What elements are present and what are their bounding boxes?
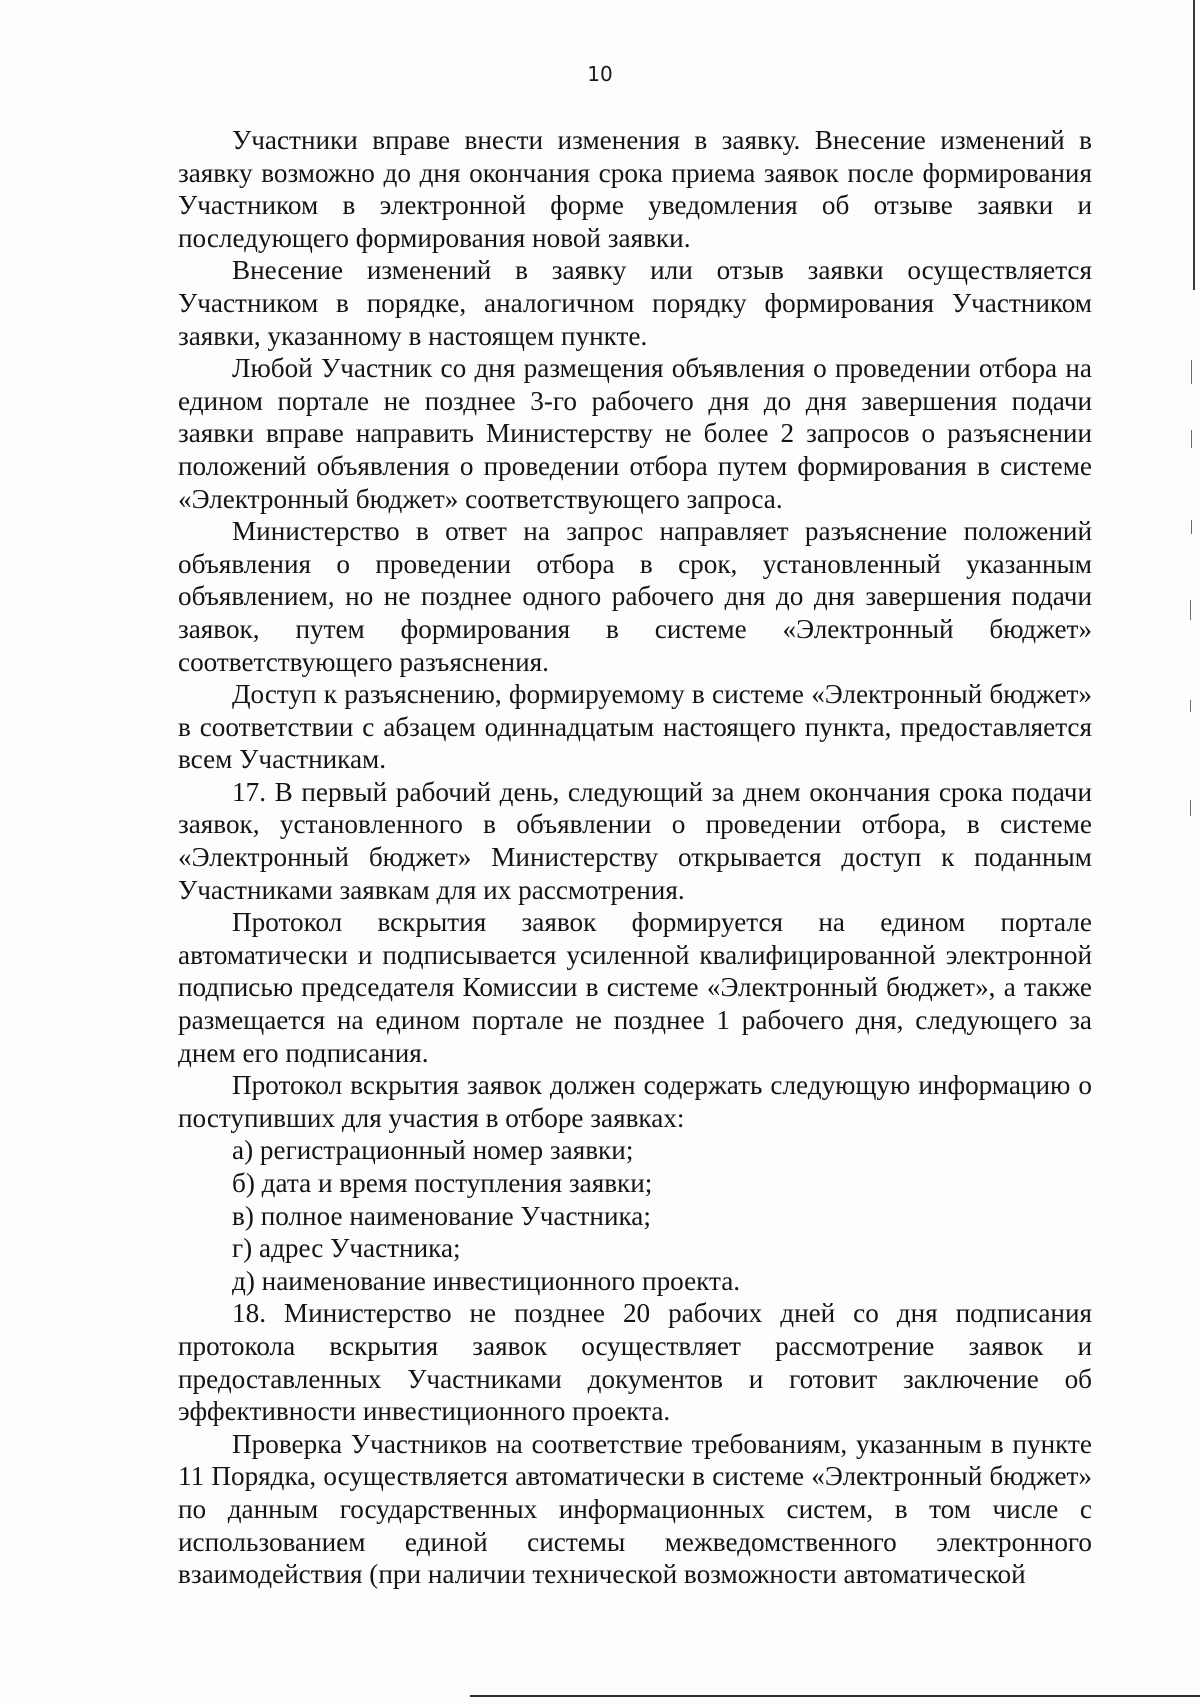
scan-edge-tick <box>1190 600 1191 620</box>
document-body <box>178 124 1092 1591</box>
list-item: д) наименование инвестиционного проекта. <box>232 1265 741 1296</box>
paragraph: Внесение изменений в заявку или отзыв заявки осуществляется Участником в порядке, аналогичном порядку формирования Участником заявки, указанному в настоящем пункте. <box>178 255 1092 351</box>
page-number: 10 <box>587 62 613 86</box>
scan-edge-tick <box>1191 360 1192 384</box>
list-item: б) дата и время поступления заявки; <box>232 1168 653 1198</box>
paragraph: Протокол вскрытия заявок должен содержать следующую информацию о поступивших для участия в отборе заявках: <box>178 1070 1092 1133</box>
scan-bottom-line <box>470 1695 1200 1697</box>
scan-edge-tick <box>1191 430 1192 448</box>
list-item: в) полное наименование Участника; <box>232 1200 651 1231</box>
paragraph: Проверка Участников на соответствие требованиям, указанным в пункте 11 Порядка, осуществляется автоматически в системе «Электронный бюджет» по данным государственных информационных систем, в том числе с использованием единой системы межведомственного электронного взаимодействия (при наличии технической возможности автоматической <box>178 1428 1092 1590</box>
scan-edge-tick <box>1191 520 1192 534</box>
paragraph: 17. В первый рабочий день, следующий за днем окончания срока подачи заявок, установленного в объявлении о проведении отбора, в системе «Электронный бюджет» Министерству открывается доступ к поданным Участниками заявкам для их рассмотрения. <box>178 776 1092 905</box>
scan-edge-line <box>1193 0 1195 290</box>
paragraph: Министерство в ответ на запрос направляет разъяснение положений объявления о проведении отбора в срок, установленный указанным объявлением, но не позднее одного рабочего дня до дня завершения подачи заявок, путем формирования в системе «Электронный бюджет» соответствующего разъяснения. <box>178 516 1092 677</box>
paragraph: Доступ к разъяснению, формируемому в системе «Электронный бюджет» в соответствии с абзацем одиннадцатым настоящего пункта, предоставляется всем Участникам. <box>178 679 1092 775</box>
paragraph: 18. Министерство не позднее 20 рабочих дней со дня подписания протокола вскрытия заявок осуществляет рассмотрение заявок и предоставленных Участниками документов и готовит заключение об эффективности инвестиционного проекта. <box>178 1298 1092 1427</box>
paragraph: Любой Участник со дня размещения объявления о проведении отбора на едином портале не позднее 3-го рабочего дня до дня завершения подачи заявки вправе направить Министерству не более 2 запросов о разъяснении положений объявления о проведении отбора путем формирования в системе «Электронный бюджет» соответствующего запроса. <box>178 353 1092 514</box>
list-item: г) адрес Участника; <box>232 1233 461 1264</box>
paragraph: Протокол вскрытия заявок формируется на едином портале автоматически и подписывается усиленной квалифицированной электронной подписью председателя Комиссии в системе «Электронный бюджет», а также размещается на едином портале не позднее 1 рабочего дня, следующего за днем его подписания. <box>178 907 1092 1068</box>
scan-edge-tick <box>1190 700 1191 712</box>
paragraph: Участники вправе внести изменения в заявку. Внесение изменений в заявку возможно до дня окончания срока приема заявок после формирования Участником в электронной форме уведомления об отзыве заявки и последующего формирования новой заявки. <box>178 125 1092 253</box>
list-item: а) регистрационный номер заявки; <box>232 1135 634 1166</box>
scan-edge-tick <box>1190 800 1191 816</box>
